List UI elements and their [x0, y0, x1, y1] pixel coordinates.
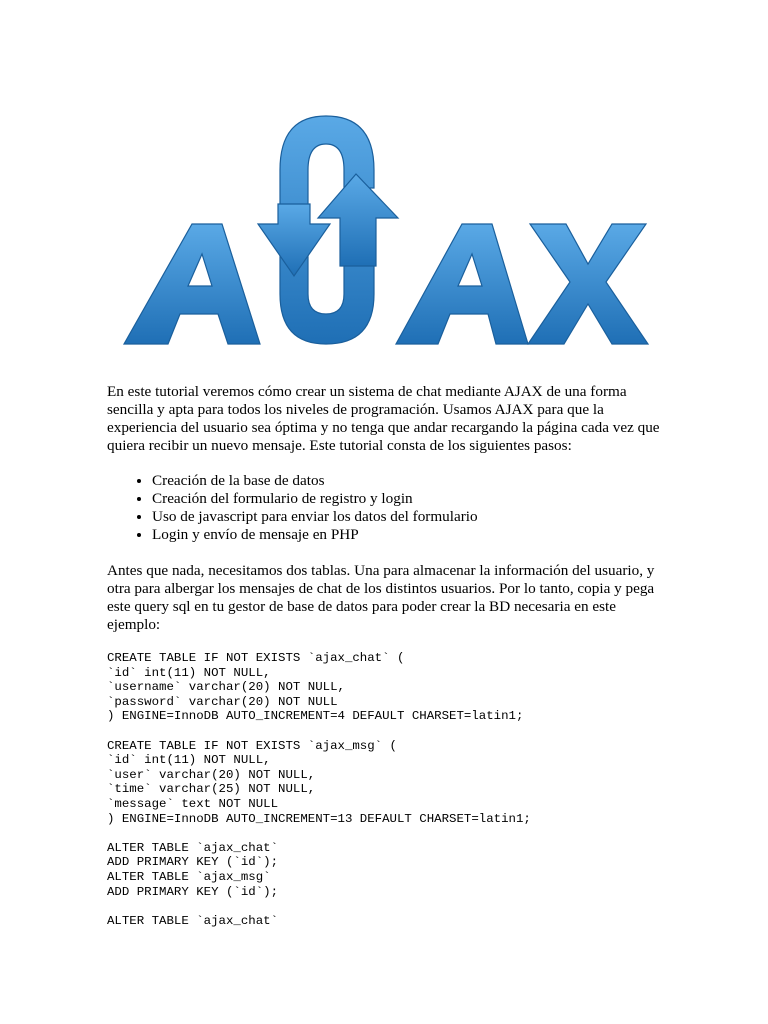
list-item: • Login y envío de mensaje en PHP [152, 526, 667, 544]
logo-letter-a-right [396, 224, 528, 344]
code-block-alter-table: ALTER TABLE `ajax_chat` [107, 913, 279, 928]
tables-paragraph: Antes que nada, necesitamos dos tablas. Una para almacenar la información del usuario, y otra para albergar los mensajes de chat de los distintos usuarios. Por lo tanto, copia y pega este query sql en tu gestor de base de datos para poder crear la BD necesaria en este ejemplo: [107, 562, 655, 633]
list-item: • Creación del formulario de registro y login [152, 490, 667, 508]
code-block-primary-keys: ALTER TABLE `ajax_chat` ADD PRIMARY KEY (`id`); ALTER TABLE `ajax_msg` ADD PRIMARY KEY (`id`); [107, 840, 279, 899]
ajax-logo [118, 108, 652, 348]
code-block-create-chat: CREATE TABLE IF NOT EXISTS `ajax_chat` ( `id` int(11) NOT NULL, `username` varchar(20) NOT NULL, `password` varchar(20) NOT NULL ) ENGINE=InnoDB AUTO_INCREMENT=4 DEFAULT CHARSET=latin1; [107, 651, 524, 724]
intro-paragraph: En este tutorial veremos cómo crear un sistema de chat mediante AJAX de una forma sencilla y apta para todos los niveles de programación. Usamos AJAX para que la experiencia del usuario sea óptima y no tenga que andar recargando la página cada vez que quiera recibir un nuevo mensaje. Este tutorial consta de los siguientes pasos: [107, 383, 660, 454]
code-block-create-msg: CREATE TABLE IF NOT EXISTS `ajax_msg` ( `id` int(11) NOT NULL, `user` varchar(20) NOT NULL, `time` varchar(25) NOT NULL, `message` text NOT NULL ) ENGINE=InnoDB AUTO_INCREMENT=13 DEFAULT CHARSET=latin1; [107, 738, 531, 826]
list-item: • Creación de la base de datos [152, 472, 667, 490]
logo-down-arrow [258, 204, 330, 276]
steps-list [107, 472, 667, 544]
logo-letter-a-left [124, 224, 260, 344]
logo-up-arrow [318, 174, 398, 266]
document-body [107, 383, 667, 928]
logo-letter-x [528, 224, 648, 344]
list-item: • Uso de javascript para enviar los datos del formulario [152, 508, 667, 526]
